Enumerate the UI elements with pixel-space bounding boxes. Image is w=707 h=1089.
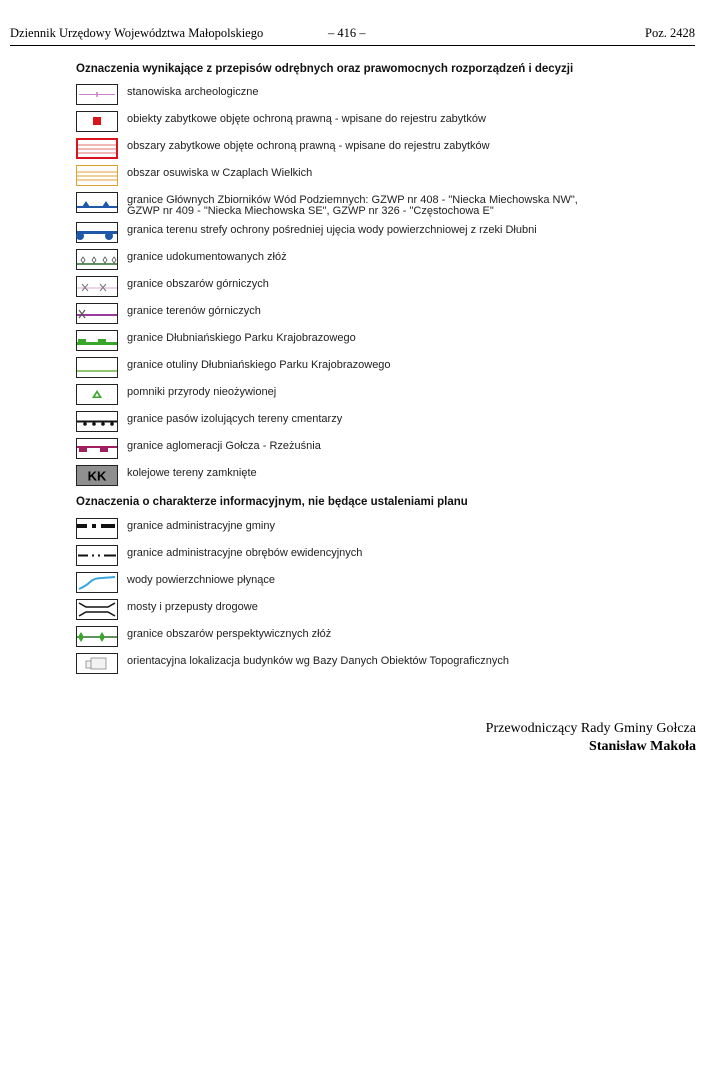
buildings-symbol [76,653,118,674]
legend-label: wody powierzchniowe płynące [127,574,275,586]
legend-item-agglomeration [76,438,636,460]
legend-label: granice Głównych Zbiorników Wód Podziemnych: GZWP nr 408 - "Niecka Miechowska NW", [127,194,578,206]
legend-item-cemetery-belt [76,411,636,433]
surface-water-symbol [76,572,118,593]
bridge-symbol [76,599,118,620]
legend-item-monument [76,111,636,133]
position-number: Poz. 2428 [645,26,695,40]
chairman-title: Przewodniczący Rady Gminy Gołcza [485,721,696,736]
landscape-park-symbol [76,330,118,351]
legend-label: obiekty zabytkowe objęte ochroną prawną - wpisane do rejestru zabytków [127,113,486,125]
mining-area-symbol [76,276,118,297]
nature-monument-symbol [76,384,118,405]
precinct-border-symbol [76,545,118,566]
railway-symbol-text: KK [87,468,107,484]
legend-label: granice terenów górniczych [127,305,261,317]
municipal-border-symbol [76,518,118,539]
legend-label: kolejowe tereny zamknięte [127,467,257,479]
legend-item-nature-monument [76,384,636,406]
section2-title: Oznaczenia o charakterze informacyjnym, nie będące ustaleniami planu [76,496,468,508]
archaeological-site-symbol [76,84,118,105]
water-intake-zone-symbol [76,222,118,243]
legend-item-municipal-border [76,518,636,540]
legend-item-railway [76,465,636,487]
legend-label: granica terenu strefy ochrony pośredniej ujęcia wody powierzchniowej z rzeki Dłubni [127,224,537,236]
legend-item-water-intake [76,222,636,244]
header-rule [10,45,695,46]
landslide-area-symbol [76,165,118,186]
agglomeration-symbol [76,438,118,459]
legend-item-mining-area [76,276,636,298]
legend-item-landscape-park [76,330,636,352]
deposit-border-symbol [76,249,118,270]
legend-label: obszary zabytkowe objęte ochroną prawną - wpisane do rejestru zabytków [127,140,490,152]
protected-area-symbol [76,138,118,159]
legend-item-surface-water [76,572,636,594]
chairman-name: Stanisław Makoła [589,739,696,754]
legend-item-protected-area [76,138,636,160]
railway-closed-symbol [76,465,118,486]
legend-label: mosty i przepusty drogowe [127,601,258,613]
page-number: – 416 – [328,26,366,40]
legend-label: granice Dłubniańskiego Parku Krajobrazowego [127,332,356,344]
legend-label: orientacyjna lokalizacja budynków wg Bazy Danych Obiektów Topograficznych [127,655,509,667]
legend-item-buildings [76,653,636,675]
legend-label-continued: GZWP nr 409 - "Niecka Miechowska SE", GZWP nr 326 - "Częstochowa E" [127,205,494,217]
legend-item-prospective-deposit [76,626,636,648]
gzwp-border-symbol [76,192,118,213]
legend-label: granice udokumentowanych złóż [127,251,287,263]
legend-label: granice administracyjne gminy [127,520,275,532]
legend-label: granice aglomeracji Gołcza - Rzeżuśnia [127,440,321,452]
legend-item-mining-terrain [76,303,636,325]
legend-item-precinct-border [76,545,636,567]
legend-item-archaeological [76,84,636,106]
legend-label: stanowiska archeologiczne [127,86,259,98]
legend-label: granice pasów izolujących tereny cmentarzy [127,413,343,425]
legend-item-deposit [76,249,636,271]
park-buffer-symbol [76,357,118,378]
legend-label: granice administracyjne obrębów ewidencyjnych [127,547,363,559]
legend-item-bridge [76,599,636,621]
legend-label: pomniki przyrody nieożywionej [127,386,277,398]
legend-label: granice otuliny Dłubniańskiego Parku Krajobrazowego [127,359,391,371]
legend-label: granice obszarów perspektywicznych złóż [127,628,332,640]
legend-label: obszar osuwiska w Czaplach Wielkich [127,167,313,179]
legend-item-gzwp [76,192,636,218]
registered-monument-symbol [76,111,118,132]
section1-title: Oznaczenia wynikające z przepisów odrębnych oraz prawomocnych rozporządzeń i decyzji [76,63,574,75]
cemetery-belt-symbol [76,411,118,432]
mining-terrain-symbol [76,303,118,324]
journal-title: Dziennik Urzędowy Województwa Małopolskiego [10,26,264,40]
legend-item-park-buffer [76,357,636,379]
legend-item-landslide [76,165,636,187]
prospective-deposit-symbol [76,626,118,647]
legend-label: granice obszarów górniczych [127,278,269,290]
